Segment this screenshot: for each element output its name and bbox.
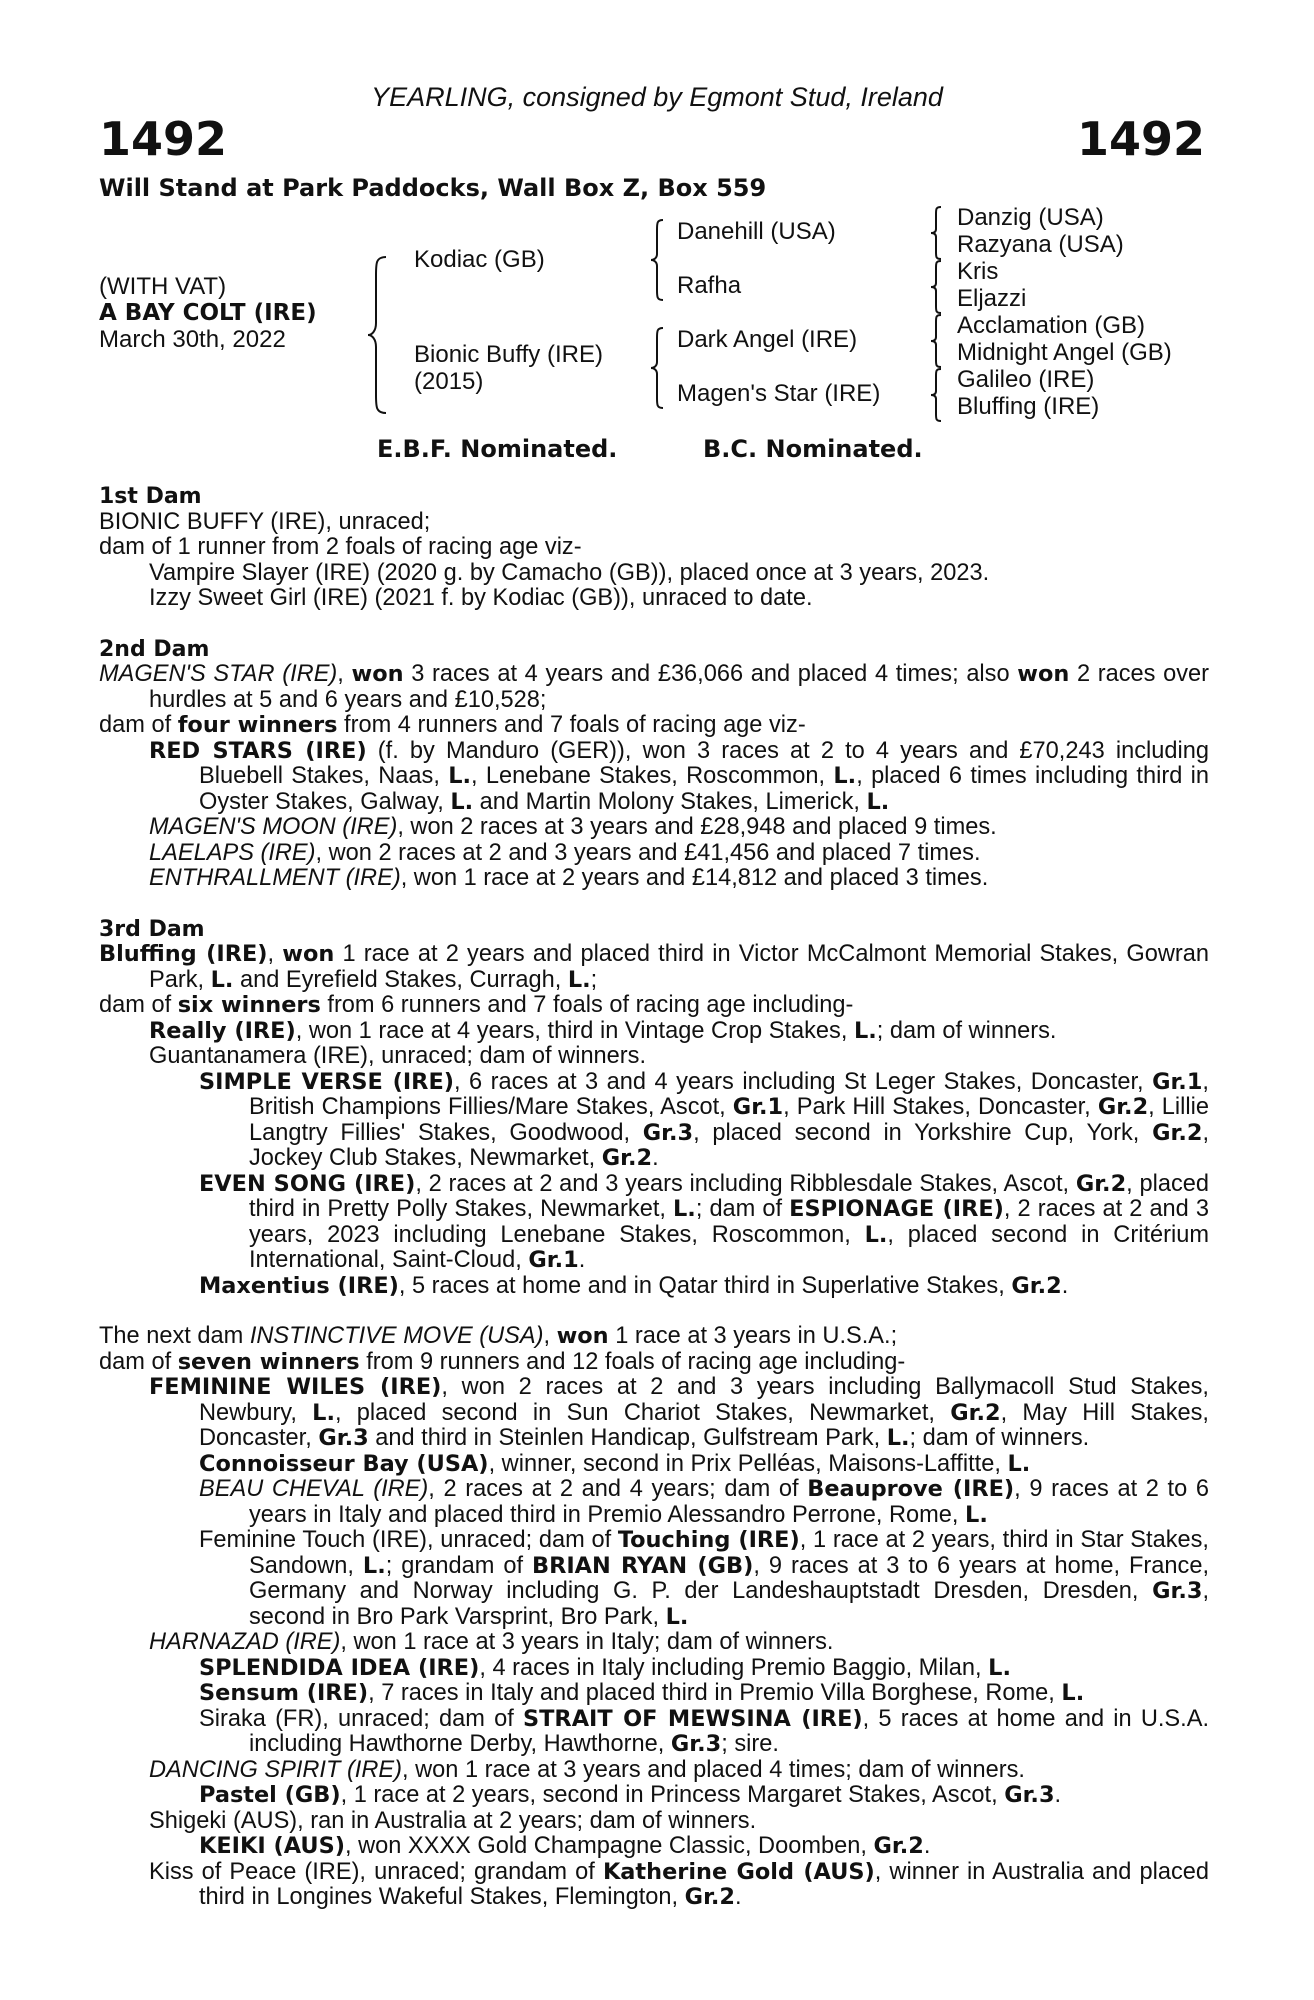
consignor-line: YEARLING, consigned by Egmont Stud, Ireland — [371, 82, 943, 112]
first-dam-line: BIONIC BUFFY (IRE), unraced; — [99, 508, 431, 535]
gen4-6: Midnight Angel (GB) — [957, 339, 1172, 366]
vat-label: (WITH VAT) — [99, 273, 227, 300]
brace-gen3-4 — [929, 367, 945, 423]
ebf-nominated: E.B.F. Nominated. — [377, 435, 618, 463]
brace-gen2-top — [649, 218, 669, 302]
gen3-dam-dam: Magen's Star (IRE) — [677, 380, 881, 407]
produce-item: Vampire Slayer (IRE) (2020 g. by Camacho (GB)), placed once at 3 years, 2023. — [149, 559, 990, 586]
produce-item: Maxentius (IRE), 5 races at home and in Qatar third in Superlative Stakes, Gr.2. — [199, 1272, 1069, 1299]
next-dam-produce-line: dam of seven winners from 9 runners and 12 foals of racing age including- — [99, 1348, 906, 1375]
produce-item: LAELAPS (IRE), won 2 races at 2 and 3 years and £41,456 and placed 7 times. — [149, 839, 981, 866]
gen4-8: Bluffing (IRE) — [957, 393, 1100, 420]
produce-item: Guantanamera (IRE), unraced; dam of winners. — [149, 1043, 647, 1069]
sire-name: Kodiac (GB) — [414, 246, 545, 273]
brace-gen3-3 — [929, 313, 945, 369]
date-of-birth: March 30th, 2022 — [99, 326, 286, 353]
produce-item: KEIKI (AUS), won XXXX Gold Champagne Classic, Doomben, Gr.2. — [199, 1833, 931, 1859]
gen4-7: Galileo (IRE) — [957, 366, 1095, 393]
lot-number-right: 1492 — [1076, 112, 1205, 166]
gen3-sire-sire: Danehill (USA) — [677, 218, 836, 245]
produce-item: Siraka (FR), unraced; dam of STRAIT OF MEWSINA (IRE), 5 races at home and in U.S.A. including Hawthorne Derby, Hawthorne, Gr.3; sire. — [199, 1705, 1210, 1757]
produce-item: Pastel (GB), 1 race at 2 years, second in Princess Margaret Stakes, Ascot, Gr.3. — [199, 1782, 1062, 1808]
produce-item: BEAU CHEVAL (IRE), 2 races at 2 and 4 years; dam of Beauprove (IRE), 9 races at 2 to 6 years in Italy and placed third in Premio Alessandro Perrone, Rome, L. — [199, 1476, 1209, 1528]
second-dam-line: MAGEN'S STAR (IRE), won 3 races at 4 years and £36,066 and placed 4 times; also won 2 races over hurdles at 5 and 6 years and £10,528; — [99, 661, 1209, 713]
gen4-1: Danzig (USA) — [957, 204, 1104, 231]
third-dam-heading: 3rd Dam — [99, 916, 205, 942]
gen3-sire-dam: Rafha — [677, 272, 742, 299]
brace-gen2-bottom — [649, 326, 669, 410]
catalogue-body — [99, 484, 1209, 1911]
third-dam-produce-line: dam of six winners from 6 runners and 7 foals of racing age including- — [99, 992, 854, 1018]
produce-item: Izzy Sweet Girl (IRE) (2021 f. by Kodiac (GB)), unraced to date. — [149, 585, 813, 611]
produce-item: Kiss of Peace (IRE), unraced; grandam of Katherine Gold (AUS), winner in Australia and placed third in Longines Wakeful Stakes, Flemington, Gr.2. — [149, 1858, 1209, 1910]
gen4-5: Acclamation (GB) — [957, 312, 1146, 339]
second-dam-heading: 2nd Dam — [99, 636, 210, 662]
first-dam-heading: 1st Dam — [99, 484, 202, 509]
second-dam-produce-line: dam of four winners from 4 runners and 7 foals of racing age viz- — [99, 712, 806, 738]
produce-item: DANCING SPIRIT (IRE), won 1 race at 3 years and placed 4 times; dam of winners. — [149, 1756, 1025, 1783]
third-dam-line: Bluffing (IRE), won 1 race at 2 years and placed third in Victor McCalmont Memorial Stakes, Gowran Park, L. and Eyrefield Stakes, Curragh, L.; — [99, 941, 1209, 993]
produce-item: Really (IRE), won 1 race at 4 years, third in Vintage Crop Stakes, L.; dam of winners. — [149, 1017, 1057, 1044]
stand-location: Will Stand at Park Paddocks, Wall Box Z, Box 559 — [99, 174, 767, 202]
first-dam-produce-line: dam of 1 runner from 2 foals of racing age viz- — [99, 534, 582, 560]
produce-item: Feminine Touch (IRE), unraced; dam of Touching (IRE), 1 race at 2 years, third in Star Stakes, Sandown, L.; grandam of BRIAN RYAN (GB), 9 races at 3 to 6 years at home, France, Germany and Norway including G. P. der Landeshauptstadt Dresden, Dresden, Gr.3, second in Bro Park Varsprint, Bro Park, L. — [199, 1527, 1209, 1630]
gen4-2: Razyana (USA) — [957, 231, 1124, 258]
produce-item: Sensum (IRE), 7 races in Italy and placed third in Premio Villa Borghese, Rome, L. — [199, 1680, 1085, 1706]
produce-item: SIMPLE VERSE (IRE), 6 races at 3 and 4 years including St Leger Stakes, Doncaster, Gr.1, British Champions Fillies/Mare Stakes, Ascot, Gr.1, Park Hill Stakes, Doncaster, Gr.2, Lillie Langtry Fillies' Stakes, Goodwood, Gr.3, placed second in Yorkshire Cup, York, Gr.2, Jockey Club Stakes, Newmarket, Gr.2. — [199, 1068, 1210, 1171]
produce-item: SPLENDIDA IDEA (IRE), 4 races in Italy including Premio Baggio, Milan, L. — [199, 1654, 1011, 1681]
bc-nominated: B.C. Nominated. — [703, 435, 923, 463]
produce-item: Connoisseur Bay (USA), winner, second in Prix Pelléas, Maisons-Laffitte, L. — [199, 1450, 1031, 1477]
produce-item: ENTHRALLMENT (IRE), won 1 race at 2 years and £14,812 and placed 3 times. — [149, 865, 989, 891]
dam-year: (2015) — [414, 368, 484, 395]
next-dam-line: The next dam INSTINCTIVE MOVE (USA), won 1 race at 3 years in U.S.A.; — [99, 1323, 898, 1349]
brace-gen3-1 — [929, 205, 945, 261]
produce-item: HARNAZAD (IRE), won 1 race at 3 years in Italy; dam of winners. — [149, 1629, 834, 1655]
horse-name: A BAY COLT (IRE) — [99, 300, 317, 326]
produce-item: RED STARS (IRE) (f. by Manduro (GER)), won 3 races at 2 to 4 years and £70,243 including Bluebell Stakes, Naas, L., Lenebane Stakes, Roscommon, L., placed 6 times including third in Oyster Stakes, Galway, L. and Martin Molony Stakes, Limerick, L. — [149, 737, 1209, 815]
produce-item: MAGEN'S MOON (IRE), won 2 races at 3 years and £28,948 and placed 9 times. — [149, 814, 997, 840]
produce-item: EVEN SONG (IRE), 2 races at 2 and 3 years including Ribblesdale Stakes, Ascot, Gr.2, placed third in Pretty Polly Stakes, Newmarket, L.; dam of ESPIONAGE (IRE), 2 races at 2 and 3 years, 2023 including Lenebane Stakes, Roscommon, L., placed second in Critérium International, Saint-Cloud, Gr.1. — [199, 1170, 1209, 1273]
dam-name: Bionic Buffy (IRE) — [414, 341, 603, 368]
gen3-dam-sire: Dark Angel (IRE) — [677, 326, 858, 353]
produce-item: FEMININE WILES (IRE), won 2 races at 2 and 3 years including Ballymacoll Stud Stakes, Newbury, L., placed second in Sun Chariot Stakes, Newmarket, Gr.2, May Hill Stakes, Doncaster, Gr.3 and third in Steinlen Handicap, Gulfstream Park, L.; dam of winners. — [149, 1374, 1209, 1451]
produce-item: Shigeki (AUS), ran in Australia at 2 years; dam of winners. — [149, 1807, 757, 1834]
brace-gen3-2 — [929, 259, 945, 315]
gen4-4: Eljazzi — [957, 285, 1027, 312]
brace-gen1 — [366, 255, 396, 415]
lot-number-left: 1492 — [99, 112, 228, 166]
gen4-3: Kris — [957, 258, 999, 285]
